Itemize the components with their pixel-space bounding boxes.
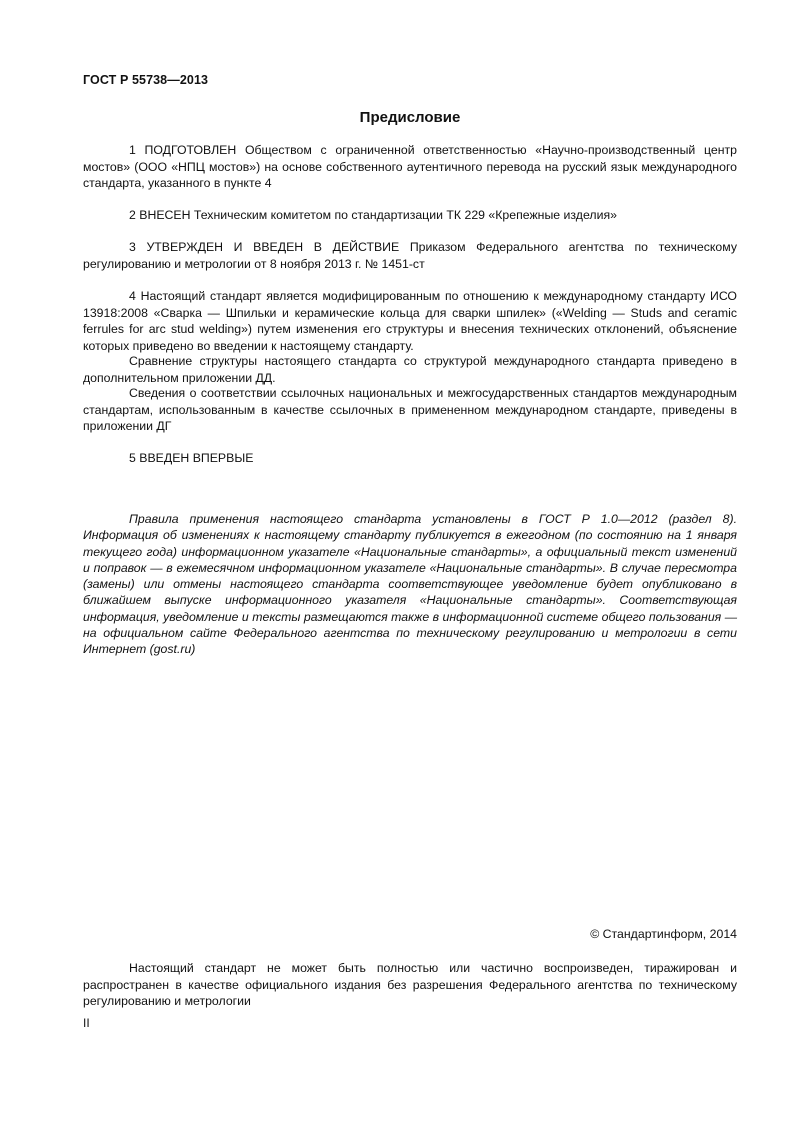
document-page bbox=[83, 0, 737, 1122]
standard-code: ГОСТ Р 55738—2013 bbox=[83, 73, 209, 87]
item-1-prepared: 1 ПОДГОТОВЛЕН Обществом с ограниченной ответственностью «Научно-производственный центр мостов» (ООО «НПЦ мостов») на основе собственного аутентичного перевода на русский язык международного стандарта, указанного в пункте 4 bbox=[83, 143, 737, 190]
page-number: II bbox=[83, 1016, 90, 1030]
rules-notice: Правила применения настоящего стандарта установлены в ГОСТ Р 1.0—2012 (раздел 8). Информация об изменениях к настоящему стандарту публикуется в ежегодном (по состоянию на 1 января текущего года) информационном указателе «Национальные стандарты», а официальный текст изменений и поправок — в ежемесячном информационном указателе «Национальные стандарты». В случае пересмотра (замены) или отмены настоящего стандарта соответствующее уведомление будет опубликовано в ближайшем выпуске информационного указателя «Национальные стандарты». Соответствующая информация, уведомление и тексты размещаются также в информационной системе общего пользования — на официальном сайте Федерального агентства по техническому регулированию и метрологии в сети Интернет (gost.ru) bbox=[83, 512, 737, 657]
item-2-submitted: 2 ВНЕСЕН Техническим комитетом по стандартизации ТК 229 «Крепежные изделия» bbox=[129, 208, 617, 222]
item-5-first-introduced: 5 ВВЕДЕН ВПЕРВЫЕ bbox=[129, 451, 254, 465]
item-4-references-info: Сведения о соответствии ссылочных национальных и межгосударственных стандартов международным стандартам, использованным в качестве ссылочных в примененном международном стандарте, приведены в приложении ДГ bbox=[83, 386, 737, 433]
item-4-modified: 4 Настоящий стандарт является модифицированным по отношению к международному стандарту ИСО 13918:2008 «Сварка — Шпильки и керамические кольца для сварки шпилек» («Welding — Studs and ceramic ferrules for arc stud welding») путем изменения его структуры и внесения технических отклонений, объяснение которых приведено во введении к настоящему стандарту. bbox=[83, 289, 737, 353]
page-title: Предисловие bbox=[359, 109, 461, 126]
item-4-structure-comparison: Сравнение структуры настоящего стандарта со структурой международного стандарта приведено в дополнительном приложении ДД. bbox=[83, 354, 737, 385]
copyright: © Стандартинформ, 2014 bbox=[590, 927, 737, 941]
item-3-approved: 3 УТВЕРЖДЕН И ВВЕДЕН В ДЕЙСТВИЕ Приказом Федерального агентства по техническому регулированию и метрологии от 8 ноября 2013 г. № 1451-ст bbox=[83, 240, 737, 271]
reproduction-notice: Настоящий стандарт не может быть полностью или частично воспроизведен, тиражирован и распространен в качестве официального издания без разрешения Федерального агентства по техническому регулированию и метрологии bbox=[83, 961, 737, 1008]
